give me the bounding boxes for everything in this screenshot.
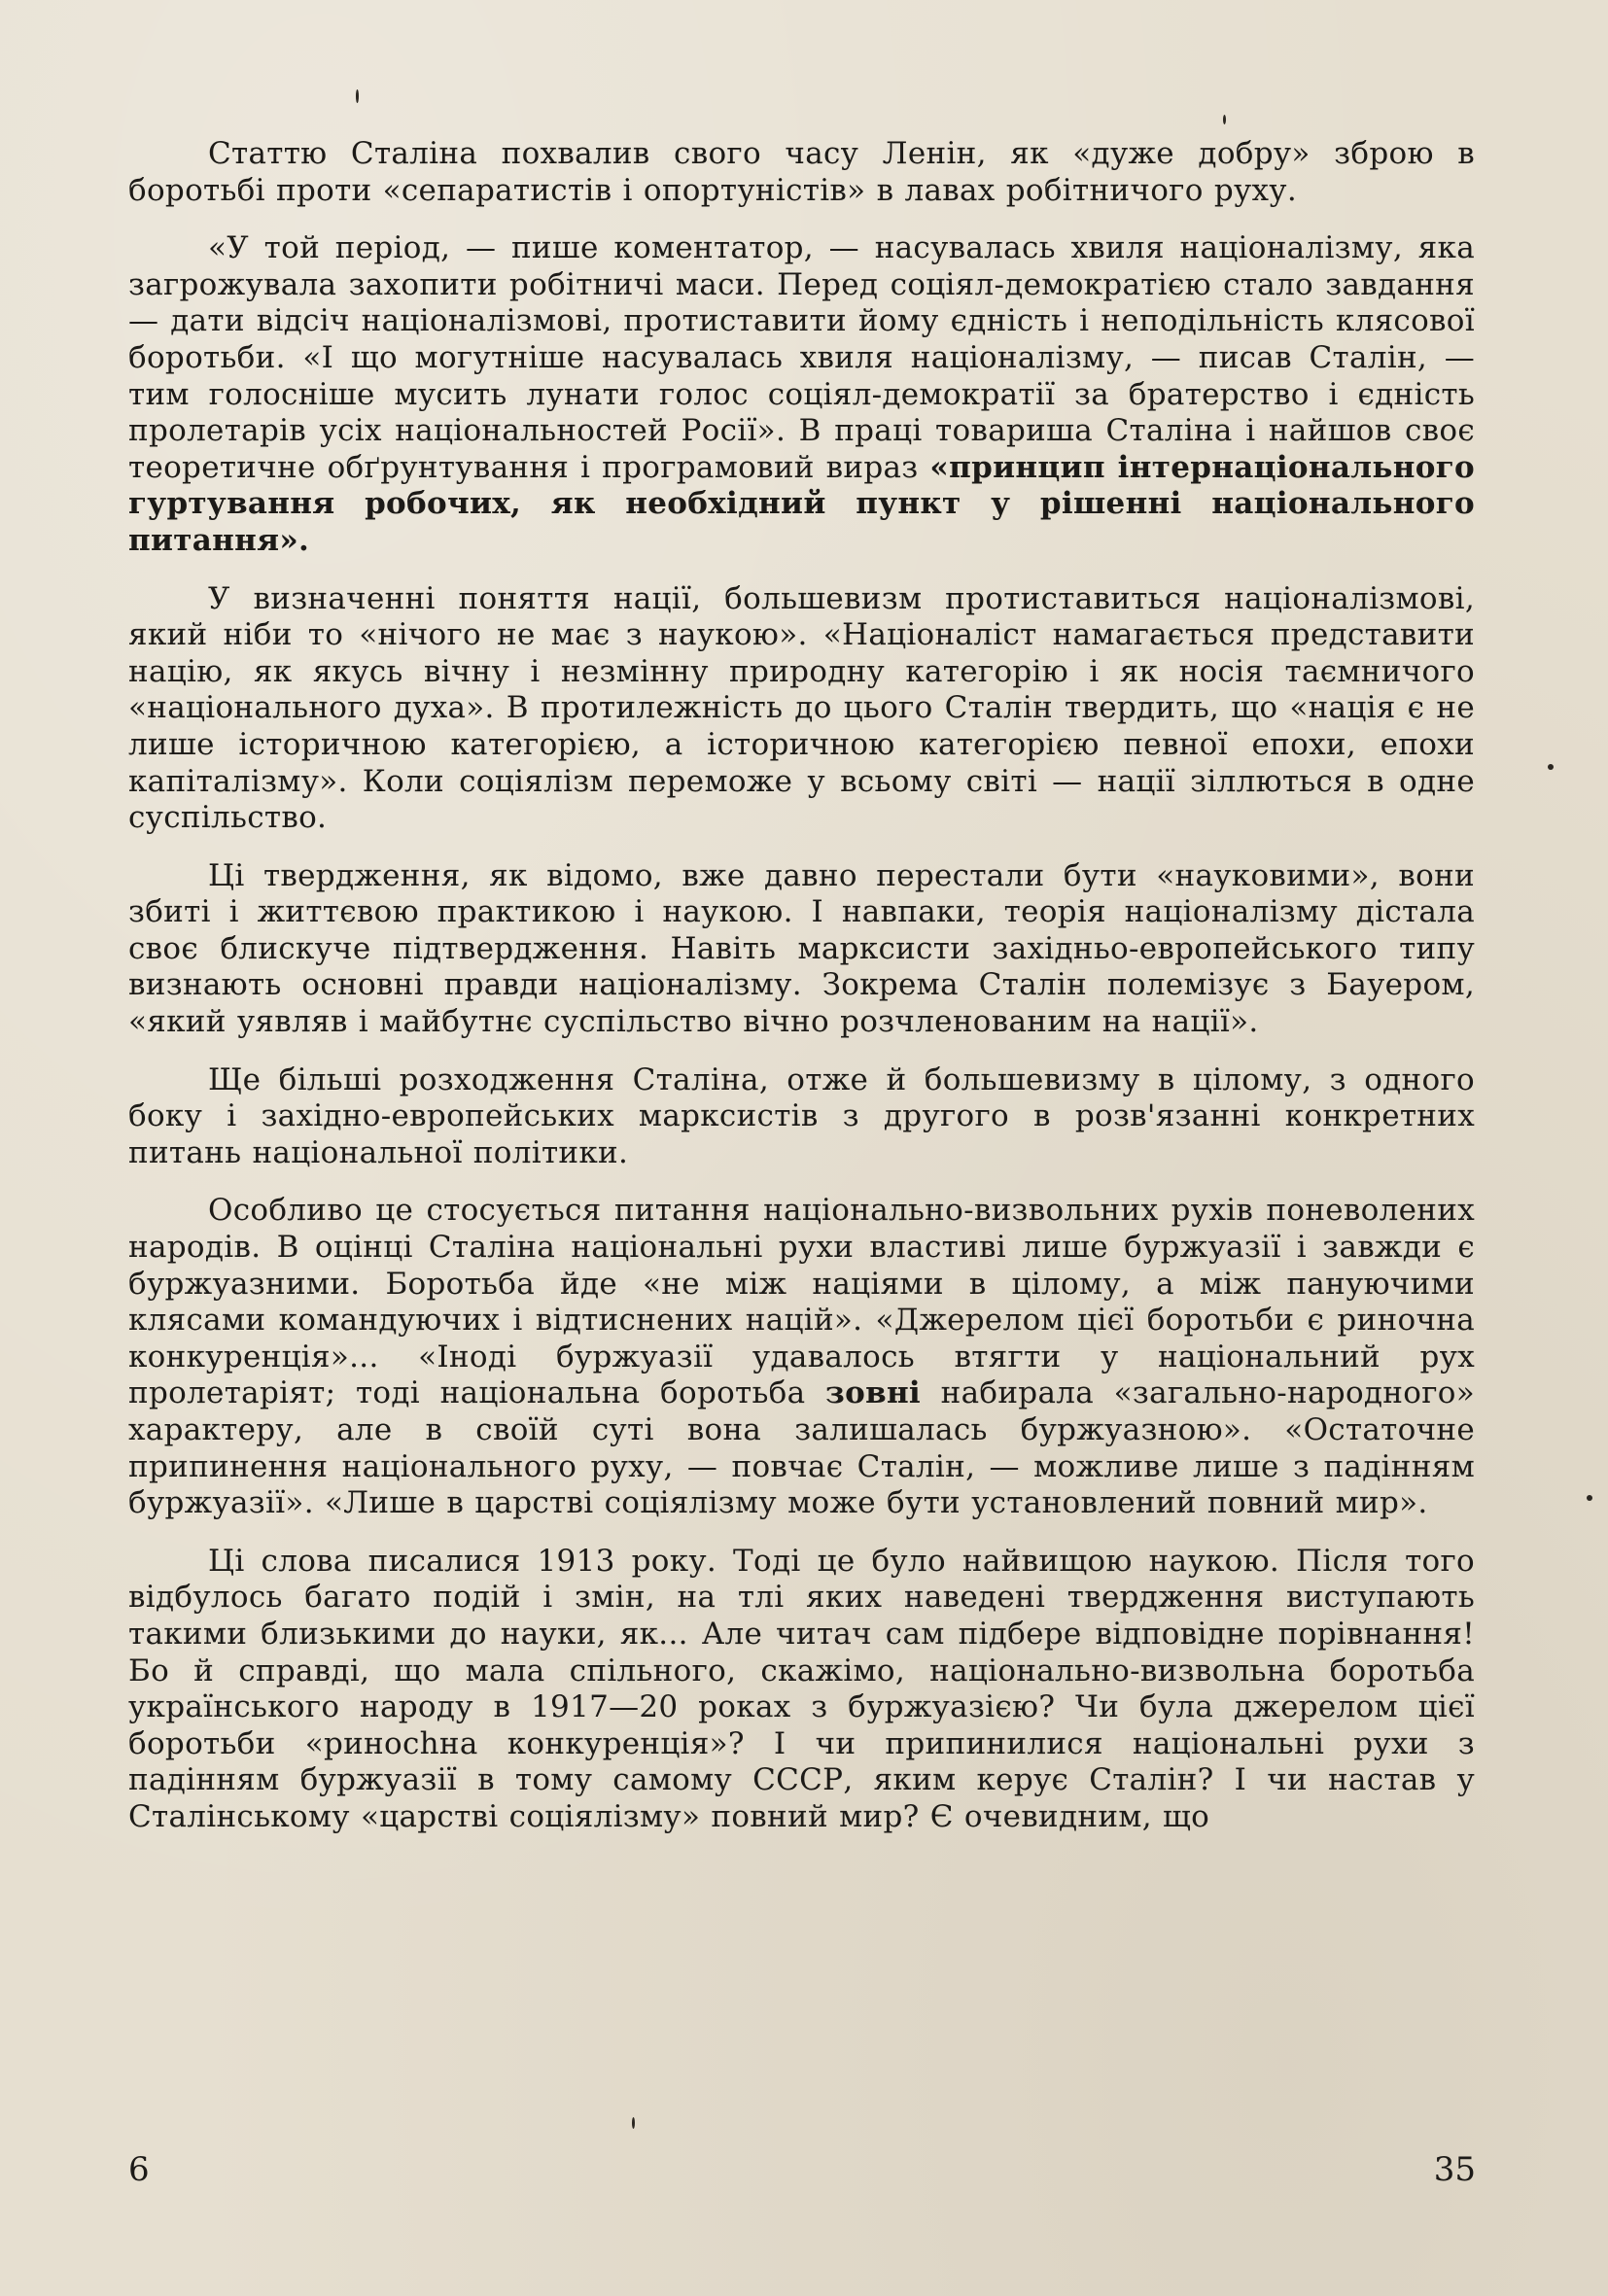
paragraph bbox=[128, 1062, 1475, 1172]
print-speck bbox=[1223, 115, 1226, 124]
paragraph bbox=[128, 858, 1475, 1041]
paragraph bbox=[128, 1193, 1475, 1521]
text-segment: Ці слова писалися 1913 року. Тоді це було найвищою наукою. Після того відбулось багато подій і змін, на тлі яких наведені твердження виступають такими близькими до науки, як... Але читач сам підбере відповідне порівнання! Бо й справді, що мала спільного, скажімо, національно-визвольна боротьба українського народу в 1917—20 роках з буржуазією? Чи була джерелом цієї боротьби «ринochна конкуренція»? І чи припинилися національні рухи з падінням буржуазії в тому самому СССР, яким керує Сталін? І чи настав у Сталінському «царстві соціялізму» повний мир? Є очевидним, що bbox=[128, 1543, 1475, 1834]
footer-left-number: 6 bbox=[128, 2150, 150, 2189]
paragraph bbox=[128, 136, 1475, 209]
text-segment: набирала «загально-народного» характеру, але в своїй суті вона залишалась буржуазною». «Остаточне припинення національного руху, — повчає Сталін, — можливе лише з падінням буржуазії». «Лише в царстві соціялізму може бути установлений повний мир». bbox=[128, 1375, 1475, 1521]
text-segment: Особливо це стосується питання національно-визвольних рухів поневолених народів. В оцінці Сталіна національні рухи властиві лише буржуазії і завжди є буржуазними. Боротьба йде «не між націями в цілому, а між пануючими клясами командуючих і відтиснених націй». «Джерелом цієї боротьби є риночна конкуренція»... «Іноді буржуазії удавалось втягти у національний рух пролетаріят; тоді національна боротьба bbox=[128, 1193, 1475, 1411]
print-speck bbox=[632, 2117, 635, 2129]
page-number: 35 bbox=[1433, 2150, 1476, 2189]
text-segment: Ще більші розходження Сталіна, отже й большевизму в цілому, з одного боку і західно-европейських марксистів з другого в розв'язанні конкретних питань національної політики. bbox=[128, 1061, 1475, 1170]
paragraph bbox=[128, 230, 1475, 559]
print-speck bbox=[1548, 764, 1554, 770]
text-segment: Статтю Сталіна похвалив свого часу Ленін, як «дуже добру» зброю в боротьбі проти «сепаратистів і опортуністів» в лавах робітничого руху. bbox=[128, 136, 1475, 208]
text-segment: Ці твердження, як відомо, вже давно перестали бути «науковими», вони збиті і життєвою практикою і наукою. І навпаки, теорія націоналізму дістала своє блискуче підтвердження. Навіть марксисти західньо-европейського типу визнають основні правди націоналізму. Зокрема Сталін полемізує з Бауером, «який уявляв і майбутнє суспільство вічно розчленованим на нації». bbox=[128, 857, 1475, 1040]
body-text bbox=[128, 136, 1475, 1858]
print-speck bbox=[1587, 1495, 1592, 1501]
text-segment: «У той період, — пише коментатор, — насувалась хвиля націоналізму, яка загрожувала захопити робітничі маси. Перед соціял-демократією стало завдання — дати відсіч націоналізмові, протиставити йому єдність і неподільність клясової боротьби. «І що могутніше насувалась хвиля націоналізму, — писав Сталін, — тим голосніше мусить лунати голос соціял-демократії за братерство і єдність пролетарів усіх національностей Росії». В праці товариша Сталіна і найшов своє теоретичне обґрунтування і програмовий вираз bbox=[128, 230, 1475, 485]
text-segment: У визначенні поняття нації, большевизм протиставиться націоналізмові, який ніби то «нічого не має з наукою». «Націоналіст намагається представити націю, як якусь вічну і незмінну природну категорію і як носія таємничого «національного духа». В протилежність до цього Сталін твердить, що «нація є не лише історичною категорією, а історичною категорією певної епохи, епохи капіталізму». Коли соціялізм переможе у всьому світі — нації зіллються в одне суспільство. bbox=[128, 580, 1475, 836]
bold-text-segment: «принцип інтернаціонального гуртування робочих, як необхідний пункт у рішенні національного питання». bbox=[128, 449, 1475, 558]
print-speck bbox=[356, 89, 359, 103]
paragraph bbox=[128, 581, 1475, 837]
paragraph bbox=[128, 1544, 1475, 1836]
bold-text-segment: зовні bbox=[825, 1375, 922, 1411]
